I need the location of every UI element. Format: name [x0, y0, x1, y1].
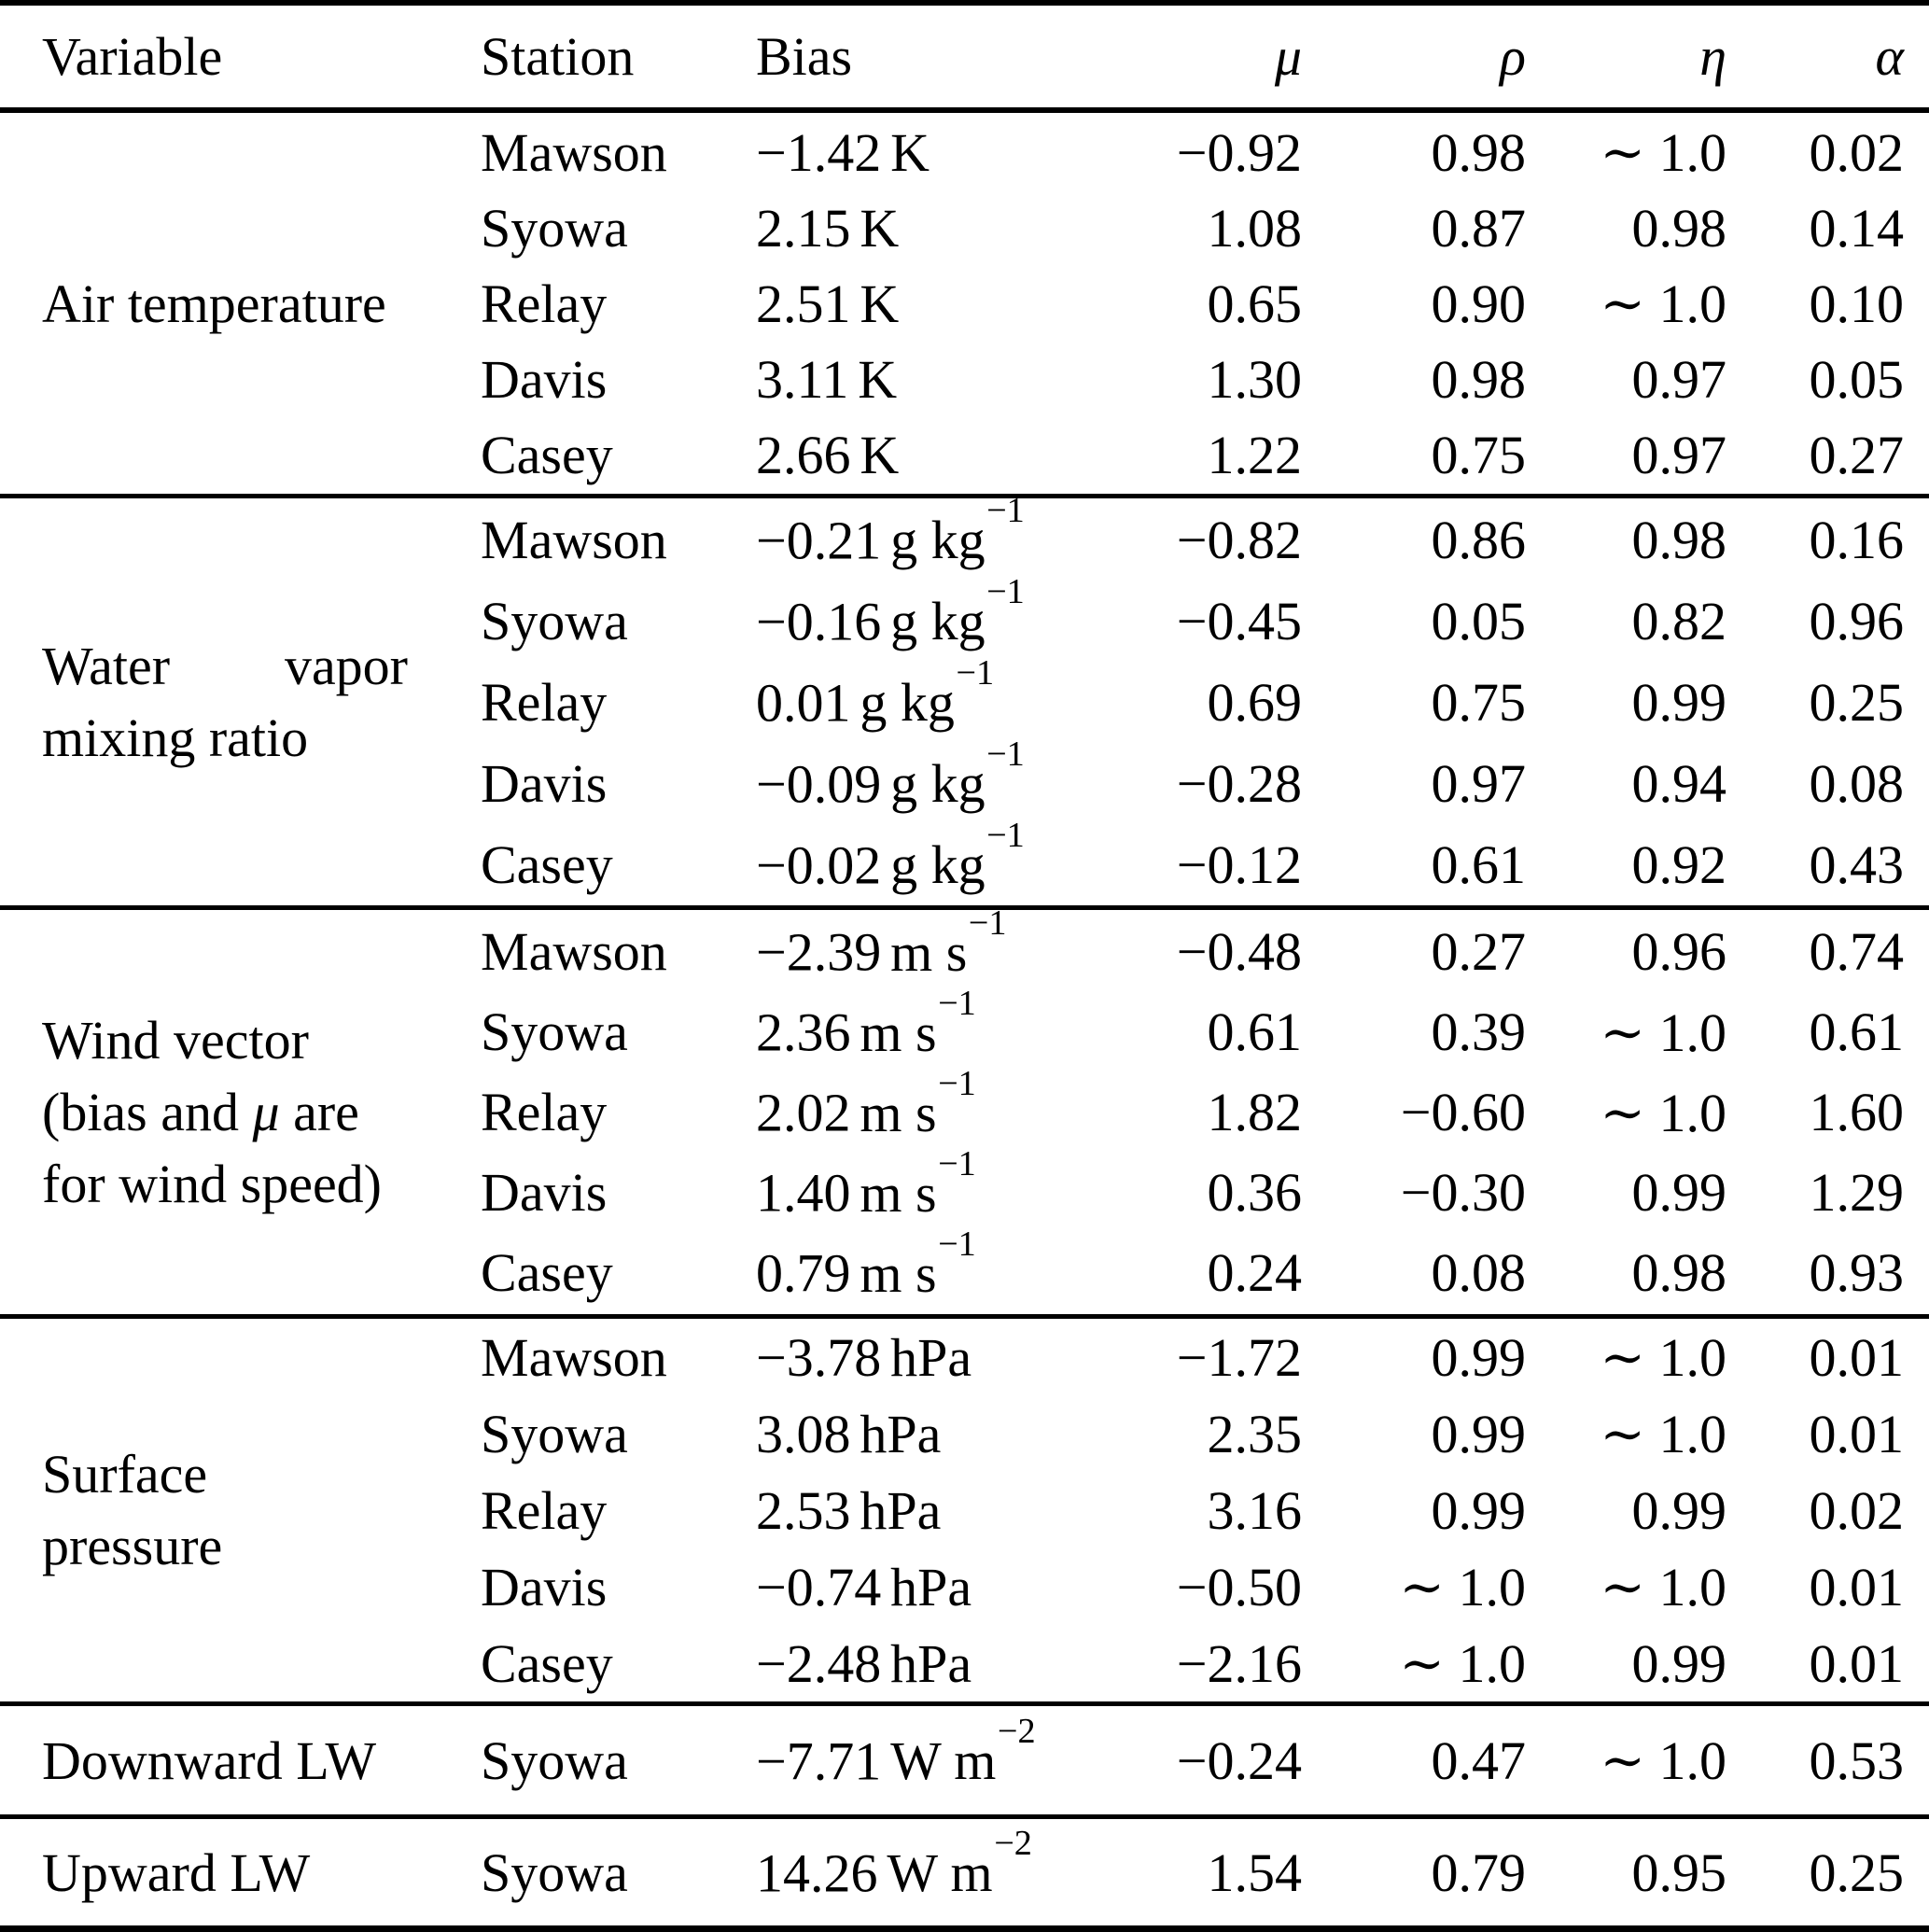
bias-cell	[756, 121, 1069, 184]
alpha-cell: 1.60	[1809, 1082, 1904, 1142]
variable-label-line: Wind vector	[42, 1010, 309, 1071]
mu-cell: −0.45	[1176, 590, 1302, 651]
table-row	[481, 816, 1929, 905]
variable-label-word: Water	[42, 636, 171, 696]
col-header-rho: ρ	[1500, 26, 1526, 87]
rho-cell: ∼ 1.0	[1399, 1557, 1526, 1617]
bias-unit: m s	[860, 1162, 937, 1224]
table-row	[481, 491, 1929, 581]
alpha-cell: 0.01	[1809, 1632, 1904, 1694]
alpha-cell: 0.01	[1809, 1326, 1904, 1388]
bias-unit: g kg	[890, 753, 985, 815]
eta-cell: 0.97	[1631, 348, 1726, 410]
table-row	[481, 190, 1929, 266]
bias-unit-exponent: −1	[938, 983, 976, 1023]
mu-cell: 1.08	[1207, 197, 1302, 259]
station-cell: Syowa	[481, 1729, 628, 1791]
bias-unit: K	[860, 424, 900, 485]
rho-cell: 0.98	[1431, 348, 1526, 410]
bias-unit: W m	[887, 1842, 993, 1904]
bias-unit-exponent: −1	[956, 653, 995, 693]
alpha-cell: 0.93	[1809, 1242, 1904, 1303]
table-row	[481, 1224, 1929, 1313]
station-cell: Relay	[481, 671, 608, 733]
table-row	[481, 342, 1929, 417]
bias-value: 2.02	[756, 1082, 851, 1143]
table-row	[481, 572, 1929, 662]
bias-unit: K	[860, 197, 900, 259]
eta-cell: 0.99	[1631, 1162, 1726, 1223]
eta-cell: 0.95	[1631, 1841, 1726, 1903]
bias-unit: W m	[890, 1730, 997, 1792]
alpha-cell: 0.14	[1809, 197, 1904, 259]
alpha-cell: 0.96	[1809, 590, 1904, 651]
bias-value: −0.16	[756, 591, 882, 652]
bias-value: 2.51	[756, 273, 851, 334]
bias-cell	[756, 1063, 1069, 1143]
bias-unit-exponent: −1	[986, 491, 1025, 531]
variable-group	[0, 1819, 1929, 1925]
variable-label	[42, 1706, 481, 1814]
bias-unit: g kg	[890, 591, 985, 652]
eta-cell: 0.99	[1631, 1479, 1726, 1541]
variable-label-line: Upward LW	[42, 1841, 311, 1903]
eta-cell: 0.98	[1631, 1242, 1726, 1303]
table-row	[481, 115, 1929, 190]
mu-cell: −0.92	[1176, 121, 1302, 183]
bias-unit: m s	[860, 1082, 937, 1143]
station-cell: Casey	[481, 1242, 613, 1303]
rho-cell: 0.08	[1431, 1242, 1526, 1303]
bias-value: −0.21	[756, 510, 882, 571]
station-cell: Syowa	[481, 590, 628, 651]
table-row	[481, 1395, 1929, 1472]
table-row	[481, 903, 1929, 992]
bias-unit: m s	[860, 1001, 937, 1063]
mu-cell: −0.12	[1176, 833, 1302, 895]
bias-value: −2.39	[756, 921, 882, 983]
eta-cell: ∼ 1.0	[1600, 1557, 1726, 1617]
bias-cell	[756, 572, 1069, 652]
table-row	[481, 266, 1929, 342]
bias-cell	[756, 348, 1069, 411]
alpha-cell: 0.01	[1809, 1556, 1904, 1617]
bias-unit: hPa	[860, 1479, 942, 1541]
bias-value: −2.48	[756, 1632, 882, 1694]
eta-cell: 0.97	[1631, 424, 1726, 485]
variable-label-line: Air temperature	[42, 273, 386, 334]
bias-value: 3.11	[756, 348, 849, 410]
col-header-mu: μ	[1274, 26, 1302, 87]
rho-cell: 0.99	[1431, 1326, 1526, 1388]
bias-cell	[756, 273, 1069, 335]
rho-cell: 0.90	[1431, 273, 1526, 334]
station-cell: Casey	[481, 1632, 613, 1694]
bias-unit-exponent: −1	[938, 1224, 976, 1264]
rho-cell: 0.27	[1431, 921, 1526, 982]
bias-unit: m s	[890, 921, 968, 983]
alpha-cell: 0.25	[1809, 1841, 1904, 1903]
eta-cell: 0.92	[1631, 833, 1726, 895]
station-cell: Relay	[481, 1082, 608, 1142]
variable-label	[42, 498, 481, 905]
eta-cell: 0.94	[1631, 752, 1726, 814]
variable-label-line: mixing ratio	[42, 707, 309, 768]
bias-cell	[756, 1632, 1069, 1695]
table-header	[0, 6, 1929, 113]
rho-cell: 0.87	[1431, 197, 1526, 259]
variable-label-line: pressure	[42, 1516, 223, 1576]
bias-value: 0.01	[756, 672, 851, 734]
station-cell: Davis	[481, 752, 608, 814]
eta-cell: ∼ 1.0	[1600, 273, 1726, 334]
station-cell: Mawson	[481, 921, 667, 982]
variable-label	[42, 113, 481, 494]
rho-cell: 0.98	[1431, 121, 1526, 183]
bias-cell	[756, 491, 1069, 571]
bias-unit: hPa	[860, 1403, 942, 1464]
eta-cell: 0.98	[1631, 197, 1726, 259]
bias-value: 0.79	[756, 1242, 851, 1304]
variable-group	[0, 1706, 1929, 1819]
station-cell: Mawson	[481, 509, 667, 570]
bias-cell	[756, 1403, 1069, 1465]
rho-cell: 0.75	[1431, 671, 1526, 733]
mu-cell: 1.54	[1207, 1841, 1302, 1903]
bias-unit-exponent: −1	[938, 1063, 976, 1103]
bias-unit-exponent: −2	[997, 1712, 1036, 1752]
alpha-cell: 0.01	[1809, 1403, 1904, 1464]
alpha-cell: 0.53	[1809, 1729, 1904, 1791]
mu-cell: −0.28	[1176, 752, 1302, 814]
alpha-cell: 0.27	[1809, 424, 1904, 485]
bias-cell	[756, 1824, 1069, 1904]
table-row	[481, 1548, 1929, 1625]
mu-cell: 3.16	[1207, 1479, 1302, 1541]
station-cell: Davis	[481, 1556, 608, 1617]
bias-value: 2.15	[756, 197, 851, 259]
mu-cell: −0.24	[1176, 1729, 1302, 1791]
eta-cell: ∼ 1.0	[1600, 1404, 1726, 1464]
mu-cell: 1.82	[1207, 1082, 1302, 1142]
mu-cell: 0.61	[1207, 1001, 1302, 1062]
rho-cell: 0.47	[1431, 1729, 1526, 1791]
bias-value: 14.26	[756, 1842, 878, 1904]
bias-value: −0.02	[756, 834, 882, 896]
variable-label-line	[42, 630, 408, 702]
bias-value: −1.42	[756, 121, 882, 183]
bias-cell	[756, 424, 1069, 486]
rho-cell: 0.86	[1431, 509, 1526, 570]
mu-cell: −0.50	[1176, 1556, 1302, 1617]
station-cell: Relay	[481, 273, 608, 334]
bias-cell	[756, 735, 1069, 815]
variable-label-line: Surface	[42, 1444, 208, 1505]
mu-cell: 0.65	[1207, 273, 1302, 334]
table-row	[481, 735, 1929, 824]
bias-cell	[756, 903, 1069, 983]
variable-label-line: Downward LW	[42, 1729, 377, 1791]
variable-group	[0, 491, 1929, 910]
table-row	[481, 1063, 1929, 1153]
group-rows	[481, 113, 1929, 494]
group-rows	[481, 1819, 1929, 1925]
table-row	[481, 983, 1929, 1072]
mu-cell: −0.48	[1176, 921, 1302, 982]
group-rows	[481, 1706, 1929, 1814]
bias-value: −0.74	[756, 1556, 882, 1617]
table-row	[481, 417, 1929, 493]
bias-unit: g kg	[890, 834, 985, 896]
eta-cell: 0.82	[1631, 590, 1726, 651]
eta-cell: ∼ 1.0	[1600, 1082, 1726, 1143]
col-header-alpha: α	[1875, 26, 1904, 87]
bias-value: 2.36	[756, 1001, 851, 1063]
col-header-station: Station	[481, 26, 635, 87]
col-header-bias: Bias	[756, 26, 853, 87]
bias-value: 2.66	[756, 424, 851, 485]
eta-cell: ∼ 1.0	[1600, 1327, 1726, 1388]
variable-label	[42, 910, 481, 1314]
alpha-cell: 0.02	[1809, 121, 1904, 183]
mu-cell: 0.24	[1207, 1242, 1302, 1303]
mu-symbol: μ	[252, 1082, 280, 1142]
eta-cell: 0.99	[1631, 1632, 1726, 1694]
eta-cell: 0.98	[1631, 509, 1726, 570]
eta-cell: 0.96	[1631, 921, 1726, 982]
bias-unit-exponent: −1	[986, 572, 1025, 612]
variable-label-word: vapor	[284, 636, 408, 696]
group-rows	[481, 903, 1929, 1314]
rho-cell: 0.99	[1431, 1403, 1526, 1464]
bias-value: 3.08	[756, 1403, 851, 1464]
bias-unit: hPa	[890, 1556, 972, 1617]
bias-cell	[756, 197, 1069, 259]
bias-cell	[756, 653, 1069, 734]
variable-label	[42, 1319, 481, 1701]
bias-cell	[756, 816, 1069, 896]
bias-unit-exponent: −1	[986, 735, 1025, 775]
eta-cell: ∼ 1.0	[1600, 1730, 1726, 1791]
variable-label-line: (bias and μ are	[42, 1082, 359, 1142]
alpha-cell: 0.74	[1809, 921, 1904, 982]
table-row	[481, 1712, 1929, 1799]
bias-cell	[756, 983, 1069, 1063]
bias-unit-exponent: −1	[938, 1143, 976, 1183]
station-cell: Mawson	[481, 1326, 667, 1388]
variable-group	[0, 113, 1929, 498]
mu-cell: −1.72	[1176, 1326, 1302, 1388]
alpha-cell: 0.16	[1809, 509, 1904, 570]
station-cell: Syowa	[481, 1841, 628, 1903]
bias-unit: g kg	[860, 672, 955, 734]
mu-cell: −0.82	[1176, 509, 1302, 570]
group-rows	[481, 1319, 1929, 1701]
bias-unit-exponent: −1	[986, 816, 1025, 856]
station-cell: Casey	[481, 833, 613, 895]
bias-cell	[756, 1556, 1069, 1618]
eta-cell: ∼ 1.0	[1600, 122, 1726, 183]
alpha-cell: 0.05	[1809, 348, 1904, 410]
table-row	[481, 1625, 1929, 1701]
bias-cell	[756, 1224, 1069, 1304]
bias-value: −7.71	[756, 1730, 882, 1792]
variable-group	[0, 1319, 1929, 1706]
alpha-cell: 0.02	[1809, 1479, 1904, 1541]
bias-unit: hPa	[890, 1632, 972, 1694]
variable-label	[42, 1819, 481, 1925]
mu-cell: −2.16	[1176, 1632, 1302, 1694]
rho-cell: 0.97	[1431, 752, 1526, 814]
bias-unit: m s	[860, 1242, 937, 1304]
rho-cell: ∼ 1.0	[1399, 1633, 1526, 1694]
mu-cell: 0.69	[1207, 671, 1302, 733]
mu-cell: 1.22	[1207, 424, 1302, 485]
alpha-cell: 0.10	[1809, 273, 1904, 334]
rho-cell: 0.39	[1431, 1001, 1526, 1062]
rho-cell: −0.30	[1400, 1162, 1526, 1223]
mu-cell: 0.36	[1207, 1162, 1302, 1223]
alpha-cell: 0.25	[1809, 671, 1904, 733]
table-row	[481, 1143, 1929, 1233]
bias-unit-exponent: −1	[968, 903, 1007, 943]
alpha-cell: 0.61	[1809, 1001, 1904, 1062]
rho-cell: 0.75	[1431, 424, 1526, 485]
alpha-cell: 0.08	[1809, 752, 1904, 814]
bias-cell	[756, 1143, 1069, 1224]
bias-value: −3.78	[756, 1326, 882, 1388]
bias-value: −0.09	[756, 753, 882, 815]
bias-unit: K	[858, 348, 898, 410]
station-cell: Syowa	[481, 1403, 628, 1464]
bias-cell	[756, 1712, 1069, 1792]
station-cell: Syowa	[481, 1001, 628, 1062]
table-row	[481, 1824, 1929, 1911]
alpha-cell: 0.43	[1809, 833, 1904, 895]
bias-unit: hPa	[890, 1326, 972, 1388]
variable-label-line: for wind speed)	[42, 1154, 383, 1214]
rho-cell: 0.61	[1431, 833, 1526, 895]
alpha-cell: 1.29	[1809, 1162, 1904, 1223]
eta-cell: ∼ 1.0	[1600, 1001, 1726, 1063]
rho-cell: 0.99	[1431, 1479, 1526, 1541]
station-cell: Davis	[481, 348, 608, 410]
col-header-eta: η	[1699, 26, 1726, 87]
bias-unit: g kg	[890, 510, 985, 571]
rho-cell: 0.79	[1431, 1841, 1526, 1903]
bias-cell	[756, 1479, 1069, 1542]
table-row	[481, 653, 1929, 743]
bias-unit: K	[890, 121, 930, 183]
bias-unit-exponent: −2	[994, 1824, 1032, 1864]
bias-value: 1.40	[756, 1162, 851, 1224]
mu-cell: 1.30	[1207, 348, 1302, 410]
eta-cell: 0.99	[1631, 671, 1726, 733]
variable-group	[0, 903, 1929, 1319]
rho-cell: −0.60	[1400, 1082, 1526, 1142]
bias-cell	[756, 1326, 1069, 1389]
station-cell: Davis	[481, 1162, 608, 1223]
station-cell: Relay	[481, 1479, 608, 1541]
bias-unit: K	[860, 273, 900, 334]
station-cell: Mawson	[481, 121, 667, 183]
table-row	[481, 1472, 1929, 1548]
table-body	[0, 113, 1929, 1925]
bias-value: 2.53	[756, 1479, 851, 1541]
col-header-variable: Variable	[42, 26, 223, 87]
station-cell: Casey	[481, 424, 613, 485]
rho-cell: 0.05	[1431, 590, 1526, 651]
table-row	[481, 1319, 1929, 1395]
group-rows	[481, 491, 1929, 905]
station-cell: Syowa	[481, 197, 628, 259]
mu-cell: 2.35	[1207, 1403, 1302, 1464]
